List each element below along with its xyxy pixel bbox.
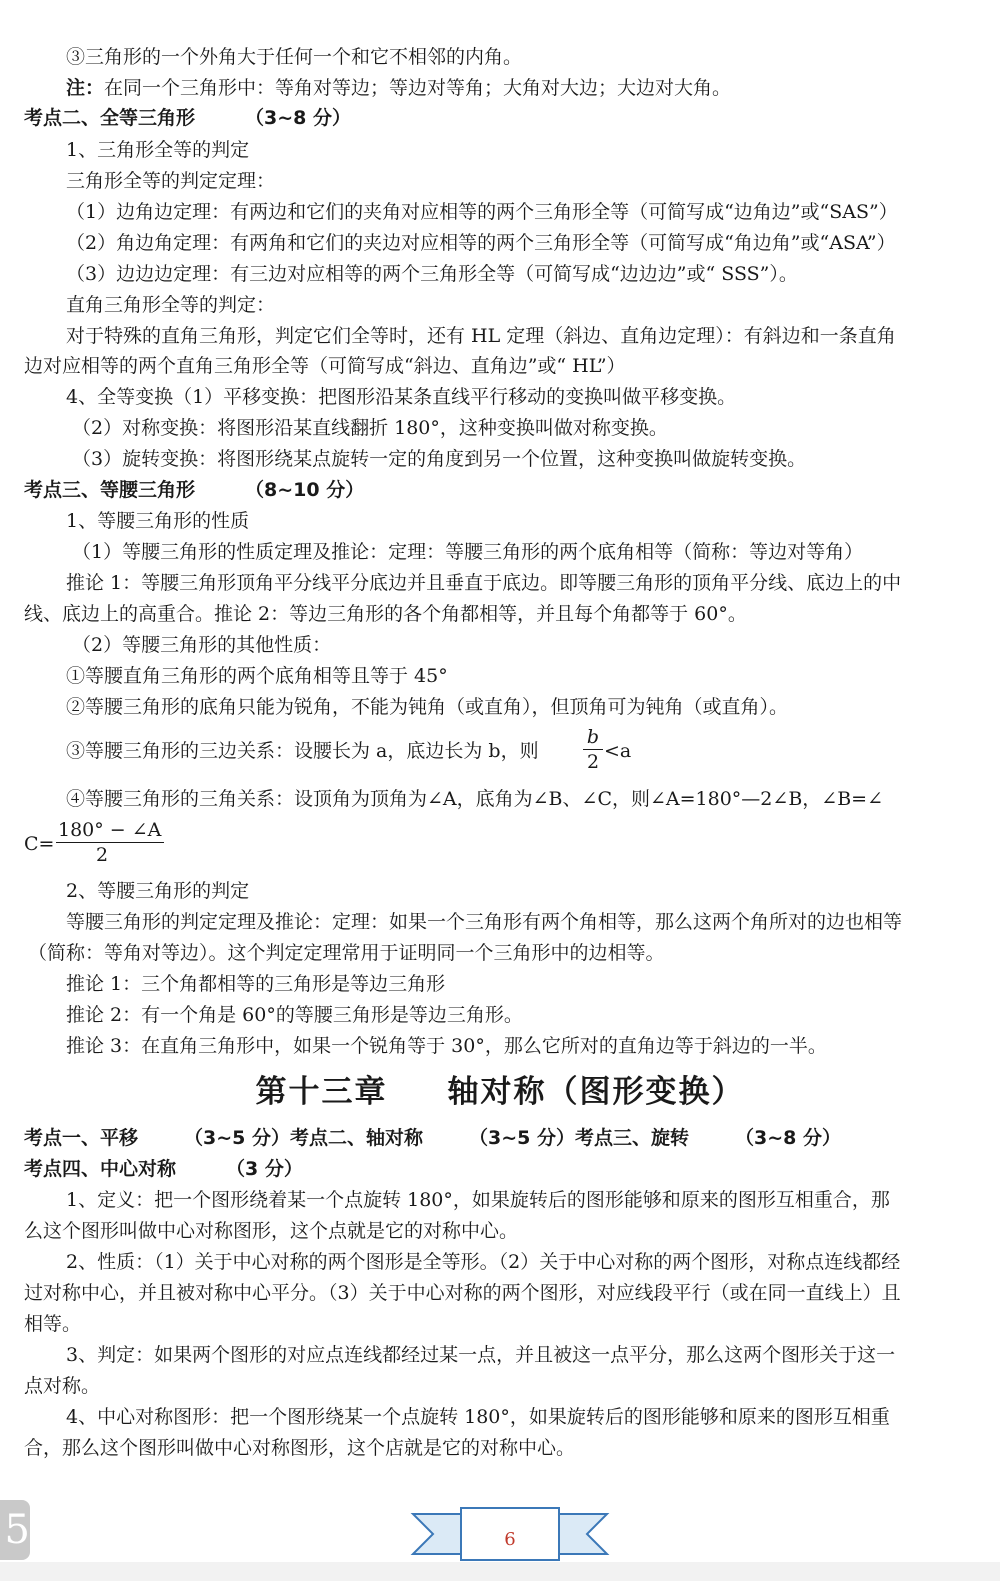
heading-title: 考点三、等腰三角形 bbox=[24, 479, 196, 501]
text-line: （1）边角边定理：有两边和它们的夹角对应相等的两个三角形全等（可简写成“边角边”或“SAS”） bbox=[66, 201, 898, 223]
text-line: （3）旋转变换：将图形绕某点旋转一定的角度到另一个位置，这种变换叫做旋转变换。 bbox=[72, 448, 807, 470]
text-line: 1、三角形全等的判定 bbox=[66, 139, 250, 161]
section-heading bbox=[24, 1155, 303, 1183]
text-line: （2）对称变换：将图形沿某直线翻折 180°，这种变换叫做对称变换。 bbox=[72, 417, 668, 439]
heading-points: （3~8 分） bbox=[735, 1127, 841, 1149]
text-line: 等腰三角形的判定定理及推论：定理：如果一个三角形有两个角相等，那么这两个角所对的边也相等 bbox=[66, 911, 903, 933]
text-line: 推论 2：有一个角是 60°的等腰三角形是等边三角形。 bbox=[66, 1004, 523, 1026]
text-line: （3）边边边定理：有三边对应相等的两个三角形全等（可简写成“边边边”或“ SSS”）。 bbox=[66, 263, 798, 285]
heading-title: 考点二、轴对称 bbox=[290, 1127, 424, 1149]
text-line: ①等腰直角三角形的两个底角相等且等于 45° bbox=[66, 665, 448, 687]
text-line: 直角三角形全等的判定： bbox=[66, 294, 276, 316]
text-line: 4、中心对称图形：把一个图形绕某一个点旋转 180°，如果旋转后的图形能够和原来的图形互相重 bbox=[66, 1406, 890, 1428]
text-line: 1、等腰三角形的性质 bbox=[66, 510, 250, 532]
text-line: 4、全等变换（1）平移变换：把图形沿某条直线平行移动的变换叫做平移变换。 bbox=[66, 386, 737, 408]
text-line: ③等腰三角形的三边关系：设腰长为 a，底边长为 b，则 bbox=[66, 740, 539, 762]
note-text: 在同一个三角形中：等角对等边；等边对等角；大角对大边；大边对大角。 bbox=[104, 77, 732, 99]
text-line: 相等。 bbox=[24, 1313, 82, 1335]
heading-points: （3~5 分） bbox=[184, 1127, 290, 1149]
fraction-numerator: b bbox=[583, 725, 603, 750]
heading-points: （8~10 分） bbox=[245, 479, 365, 501]
note-label: 注： bbox=[66, 77, 105, 99]
text-line: 推论 1：三个角都相等的三角形是等边三角形 bbox=[66, 973, 446, 995]
text-line: （简称：等角对等边）。这个判定定理常用于证明同一个三角形中的边相等。 bbox=[28, 942, 665, 964]
text-line: 线、底边上的高重合。推论 2：等边三角形的各个角都相等，并且每个角都等于 60°。 bbox=[24, 603, 747, 625]
text-line: 2、等腰三角形的判定 bbox=[66, 880, 250, 902]
heading-title: 考点一、平移 bbox=[24, 1127, 139, 1149]
section-heading bbox=[24, 476, 364, 504]
text-line: 1、定义：把一个图形绕着某一个点旋转 180°，如果旋转后的图形能够和原来的图形互相重合，那 bbox=[66, 1189, 890, 1211]
text-line: （2）角边角定理：有两角和它们的夹边对应相等的两个三角形全等（可简写成“角边角”或“ASA”） bbox=[66, 232, 896, 254]
heading-title: 考点四、中心对称 bbox=[24, 1158, 177, 1180]
text-line: （2）等腰三角形的其他性质： bbox=[72, 634, 332, 656]
text-line: 对于特殊的直角三角形，判定它们全等时，还有 HL 定理（斜边、直角边定理）：有斜边和一条直角 bbox=[66, 325, 896, 347]
chapter-number: 第十三章 bbox=[255, 1074, 388, 1110]
side-page-tab bbox=[0, 1500, 30, 1560]
section-heading bbox=[24, 104, 351, 132]
text-line: 推论 3：在直角三角形中，如果一个锐角等于 30°，那么它所对的直角边等于斜边的一半。 bbox=[66, 1035, 827, 1057]
text-line: 过对称中心，并且被对称中心平分。（3）关于中心对称的两个图形，对应线段平行（或在同一直线上）且 bbox=[24, 1282, 901, 1304]
text-line: 合，那么这个图形叫做中心对称图形，这个店就是它的对称中心。 bbox=[24, 1437, 576, 1459]
side-page-number: 5 bbox=[4, 1507, 30, 1553]
text-line: 2、性质：（1）关于中心对称的两个图形是全等形。（2）关于中心对称的两个图形，对称点连线都经 bbox=[66, 1251, 901, 1273]
text-line: 点对称。 bbox=[24, 1375, 101, 1397]
page-number-ribbon bbox=[405, 1502, 615, 1566]
note-line bbox=[66, 74, 731, 102]
heading-points: （3~5 分） bbox=[469, 1127, 575, 1149]
text-line: 边对应相等的两个直角三角形全等（可简写成“斜边、直角边”或“ HL”） bbox=[24, 355, 626, 377]
fraction-angle-formula bbox=[56, 818, 164, 867]
fraction-numerator: 180° − ∠A bbox=[56, 818, 164, 843]
text-line: ④等腰三角形的三角关系：设顶角为顶角为∠A，底角为∠B、∠C，则∠A=180°—2∠B，∠B=∠ bbox=[66, 788, 884, 810]
chapter-name: 轴对称（图形变换） bbox=[447, 1074, 745, 1110]
text-line: 三角形全等的判定定理： bbox=[66, 170, 276, 192]
text-line: 推论 1：等腰三角形顶角平分线平分底边并且垂直于底边。即等腰三角形的顶角平分线、底边上的中 bbox=[66, 572, 902, 594]
text-line: 3、判定：如果两个图形的对应点连线都经过某一点，并且被这一点平分，那么这两个图形关于这一 bbox=[66, 1344, 896, 1366]
text-line: ③三角形的一个外角大于任何一个和它不相邻的内角。 bbox=[66, 46, 523, 68]
formula-tail: <a bbox=[604, 740, 632, 762]
heading-title: 考点二、全等三角形 bbox=[24, 107, 196, 129]
text-line: （1）等腰三角形的性质定理及推论：定理：等腰三角形的两个底角相等（简称：等边对等角） bbox=[72, 541, 864, 563]
page-bottom-strip bbox=[0, 1562, 1000, 1581]
fraction-denominator: 2 bbox=[586, 751, 600, 773]
section-heading-row bbox=[24, 1124, 841, 1152]
chapter-title bbox=[0, 1072, 1000, 1112]
text-line: 么这个图形叫做中心对称图形，这个点就是它的对称中心。 bbox=[24, 1220, 519, 1242]
page-number: 6 bbox=[504, 1529, 516, 1550]
fraction-b-over-2 bbox=[583, 725, 603, 774]
heading-points: （3~8 分） bbox=[245, 107, 351, 129]
heading-title: 考点三、旋转 bbox=[575, 1127, 690, 1149]
text-line: ②等腰三角形的底角只能为锐角，不能为钝角（或直角），但顶角可为钝角（或直角）。 bbox=[66, 696, 789, 718]
heading-points: （3 分） bbox=[226, 1158, 303, 1180]
fraction-denominator: 2 bbox=[96, 844, 109, 866]
formula-prefix: C= bbox=[24, 833, 55, 855]
